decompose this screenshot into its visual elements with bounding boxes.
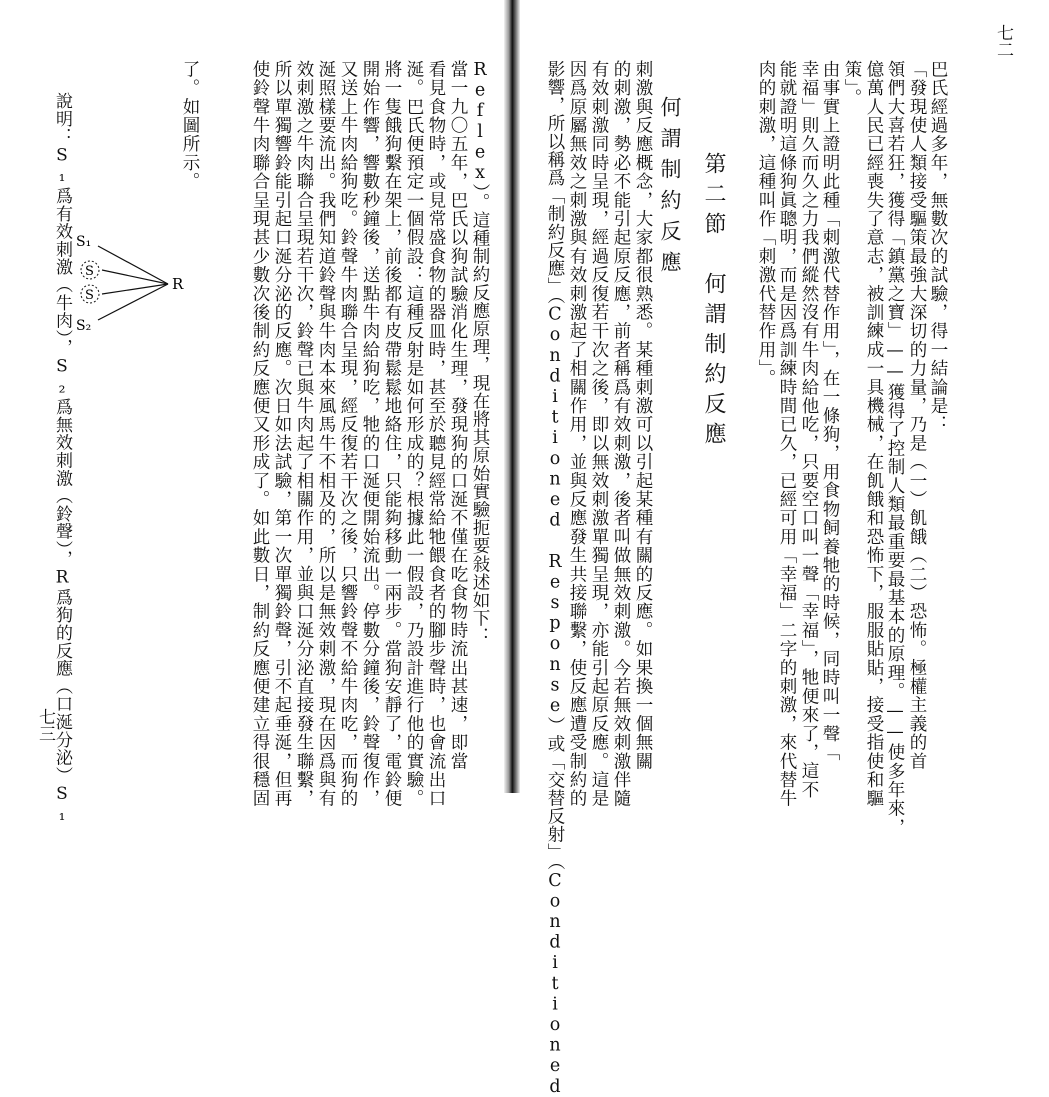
text-line: 又送上牛肉給狗吃。鈴聲牛肉聯合呈現，經反復若干次之後，只響鈴聲不給牛肉吃，而狗的 <box>338 60 358 808</box>
s1-arrow-line <box>98 246 168 284</box>
diagram-label-s-upper: S <box>85 264 94 279</box>
text-line: 效刺激之牛肉聯合呈現若干次，鈴聲已與牛肉起了相關作用，並與口涎分泌直接發生聯繫， <box>294 60 314 808</box>
text-line: 了。如圖所示。 <box>180 60 200 191</box>
diagram-caption: 說明：S₁爲有效刺激（牛肉），S₂爲無效刺激（鈴聲），R爲狗的反應（口涎分泌）S₁ <box>52 92 72 826</box>
conditioning-diagram <box>68 222 198 342</box>
text-line: 將一隻餓狗繫在架上，前後都有皮帶鬆鬆地絡住，只能夠移動一兩步。當狗安靜了，電鈴便 <box>382 60 402 808</box>
text-line: 當一九〇五年，巴氏以狗試驗消化生理，發現狗的口涎不僅在吃食物時流出甚速，即當 <box>448 60 468 771</box>
text-line: 幸福」則久而久之力我們縱然沒有牛肉給他吃，只要空口叫一聲「幸福」，牠便來了，這不 <box>799 60 819 800</box>
text-line: 億萬人民已經喪失了意志，被訓練成一具機械，在飢餓和恐怖下，服服貼貼，接受指使和驅 <box>864 60 884 808</box>
text-line: 巴氏經過多年，無數次的試驗，得一結論是： <box>928 60 948 434</box>
diagram-label-s2: S₂ <box>76 318 92 334</box>
text-line: 看見食物時，或見常盛食物的器皿時，甚至於聽見經常給牠餵食者的腳步聲時，也會流出口 <box>426 60 446 808</box>
text-line: 肉的刺激，這種叫作「刺激代替作用」。 <box>756 60 776 388</box>
diagram-label-s-lower: S <box>85 288 94 303</box>
text-line: 使鈴聲牛肉聯合呈現甚少數次後制約反應便又形成了。如此數日，制約反應便建立得很穩固 <box>250 60 270 808</box>
section-heading: 第二節 何謂制約反應 <box>701 152 726 452</box>
text-line: 「發現使人類接受驅策最強大深切的力量，乃是（一）飢餓（二）恐怖。極權主義的首 <box>907 60 927 771</box>
left-page-number: 七三 <box>35 708 55 742</box>
text-line: 的刺激，勢必不能引起原反應，前者稱爲有效刺激，後者叫做無效刺激。今若無效刺激伴隨 <box>611 60 631 808</box>
text-line: 所以單獨響鈴能引起口涎分泌的反應。次日如法試驗，第一次單獨鈴聲，引不起垂涎，但再 <box>272 60 292 808</box>
text-line: 涎。巴氏便預定一個假設：這種反射是如何形成的？根據此一假設，乃設計進行他的實驗。 <box>404 60 424 808</box>
text-line: 策」。 <box>842 60 862 108</box>
text-line: 有效刺激同時呈現，經過反復若干次之後，即以無效刺激單獨呈現，亦能引起原反應。這是 <box>589 60 609 808</box>
text-line: 因爲原屬無效之刺激與有效刺激起了相關作用，並與反應發生共接聯繫，使反應遭受制約的 <box>567 60 587 808</box>
subsection-heading: 何謂制約反應 <box>658 96 682 282</box>
diagram-label-r: R <box>172 275 184 293</box>
diagram-label-s1: S₁ <box>76 234 92 250</box>
text-line: 刺激與反應概念，大家都很熟悉。某種刺激可以引起某種有關的反應。如果換一個無關 <box>633 60 653 771</box>
text-line: Reflex）。這種制約反應原理，現在將其原始實驗扼要敍述如下： <box>470 60 490 646</box>
text-line: 領們大喜若狂，獲得「鎮黨之寶」——獲得了控制人類最重要最基本的原理。——使多年來， <box>885 60 905 837</box>
text-line: 能就證明這條狗眞聰明，而是因爲訓練時間已久，已經可用「幸福」二字的刺激，來代替牛 <box>777 60 797 808</box>
text-line: 由事實上證明此種「刺激代替作用」，在一條狗，用食物飼養牠的時候，同時叫一聲「 <box>820 60 840 762</box>
text-line: 涎照樣要流出。我們知道鈴聲與牛肉本來風馬牛不相及的，所以是無效刺激，現在因爲與有 <box>316 60 336 808</box>
book-spine <box>504 0 520 793</box>
text-line: 開始作響，響數秒鐘後，送點牛肉給狗吃，牠的口涎便開始流出。停數分鐘後，鈴聲復作， <box>360 60 380 808</box>
text-line: 影響，所以稱爲「制約反應」（Conditioned Response）或「交替反射」（Conditioned <box>545 60 565 1097</box>
s-upper-line <box>102 270 168 284</box>
right-page-number: 七二 <box>993 24 1013 58</box>
